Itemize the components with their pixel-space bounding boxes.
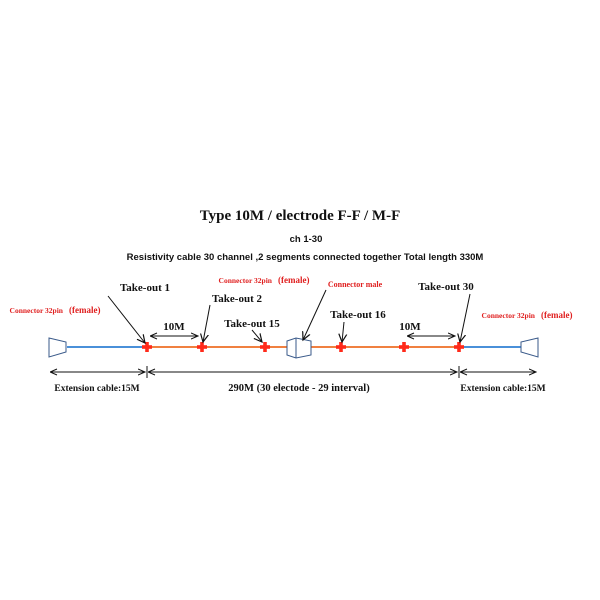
channel-range: ch 1-30 — [289, 234, 323, 245]
pointer-takeout-15 — [252, 330, 262, 342]
connector-label-middle-prefix: Connector 32pin — [218, 276, 272, 285]
takeout-label-2: Take-out 2 — [211, 293, 263, 305]
extension-left-label: Extension cable:15M — [54, 384, 140, 394]
pointer-takeout-2 — [203, 305, 210, 342]
main-length-label: 290M (30 electode - 29 interval) — [228, 383, 370, 394]
connector-label-middle-suffix: (female) — [277, 275, 310, 285]
takeout-marker-16 — [336, 342, 346, 352]
diagram-title: Type 10M / electrode F-F / M-F — [199, 208, 401, 224]
connector-label-left — [10, 300, 101, 317]
takeout-marker-15 — [260, 342, 270, 352]
pointer-connector-male — [303, 290, 326, 340]
connector-middle-icon — [287, 338, 311, 358]
connector-label-right-suffix: (female) — [540, 310, 573, 320]
connector-label-left-prefix: Connector 32pin — [9, 306, 63, 315]
cable-description: Resistivity cable 30 channel ,2 segments connected together Total length 330M — [126, 252, 484, 263]
connector-label-right-prefix: Connector 32pin — [481, 311, 535, 320]
connector-label-right — [482, 305, 573, 322]
pointer-takeout-1 — [108, 296, 145, 343]
pointer-takeout-16 — [342, 322, 344, 342]
takeout-marker-30 — [454, 342, 464, 352]
connector-left-icon — [49, 338, 66, 357]
spacing-label-right: 10M — [399, 321, 421, 333]
spacing-label-left: 10M — [163, 321, 185, 333]
takeout-label-1: Take-out 1 — [119, 282, 171, 294]
pointer-takeout-30 — [460, 294, 470, 342]
takeout-marker-1 — [142, 342, 152, 352]
connector-right-icon — [521, 338, 538, 357]
connector-label-male: Connector male — [327, 280, 383, 289]
takeout-label-15: Take-out 15 — [224, 318, 280, 330]
extension-right-label: Extension cable:15M — [460, 384, 546, 394]
takeout-label-30: Take-out 30 — [418, 281, 474, 293]
takeout-marker-29 — [399, 342, 409, 352]
takeout-marker-2 — [197, 342, 207, 352]
connector-label-middle — [219, 270, 310, 287]
takeout-label-16: Take-out 16 — [330, 309, 386, 321]
connector-label-left-suffix: (female) — [68, 305, 101, 315]
